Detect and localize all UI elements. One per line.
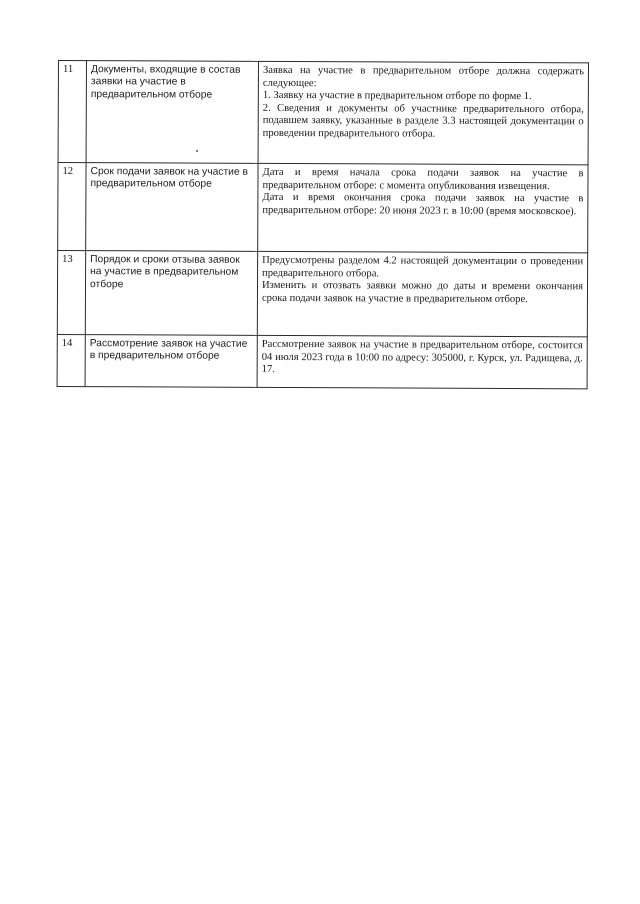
procurement-terms-table [57, 60, 589, 389]
description-paragraph: 2. Сведения и документы об участнике предварительного отбора, подавшем заявку, указанные в разделе 3.3 настоящей документации о проведении предварительного отбора. [262, 102, 584, 140]
description-paragraph: Предусмотрены разделом 4.2 настоящей документации о проведении предварительного отбора. [262, 254, 584, 279]
description-paragraph: Заявка на участие в предварительном отборе должна содержать следующее: [262, 64, 584, 89]
description-paragraph: Рассмотрение заявок на участие в предварительном отборе, состоится 04 июля 2023 года в 10:00 по адресу: 305000, г. Курск, ул. Радищева, д. 17. [261, 338, 583, 376]
description-paragraph: Дата и время начала срока подачи заявок на участие в предварительном отборе: с момента опубликования извещения. [262, 166, 584, 192]
row-number: 14 [57, 334, 85, 386]
row-description [258, 61, 588, 164]
description-paragraph: Изменить и отозвать заявки можно до даты и времени окончания срока подачи заявок на участие в предварительном отборе. [261, 280, 584, 305]
row-number: 12 [58, 163, 86, 251]
table-row [57, 251, 587, 337]
description-paragraph: 1. Заявку на участие в предварительном отборе по форме 1. [262, 90, 532, 103]
row-title: Срок подачи заявок на участие в предварительном отборе [86, 163, 258, 252]
row-title: Документы, входящие в состав заявки на участие в предварительном отборе [86, 61, 258, 164]
description-paragraph: Дата и время окончания срока подачи заявок на участие в предварительном отборе: 20 июня 2023 г. в 10:00 (время московское). [262, 192, 584, 218]
row-title: Порядок и сроки отзыва заявок на участие в предварительном отборе [85, 251, 257, 336]
table-row [57, 334, 587, 388]
table-row [58, 163, 588, 253]
row-number: 13 [57, 251, 85, 335]
row-description [257, 335, 587, 388]
row-title: Рассмотрение заявок на участие в предварительном отборе [85, 335, 257, 388]
table-row [58, 61, 588, 165]
row-description [258, 163, 588, 252]
scan-speck [196, 150, 198, 152]
row-number: 11 [58, 61, 86, 163]
row-description [257, 251, 587, 336]
